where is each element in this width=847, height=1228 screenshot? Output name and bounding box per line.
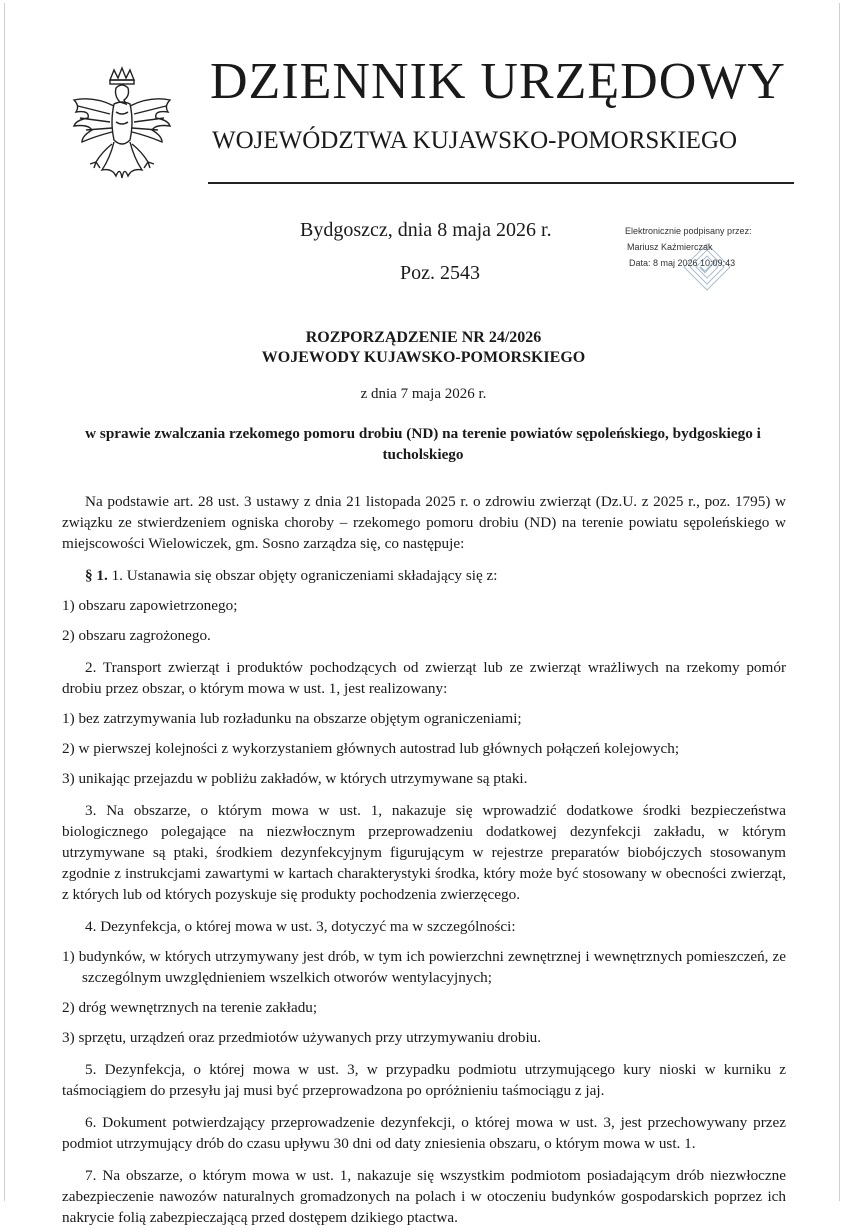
act-date: z dnia 7 maja 2026 r.	[360, 386, 487, 402]
list-item: 1) obszaru zapowietrzonego;	[62, 597, 238, 614]
section-1-paragraph-4: 4. Dezynfekcja, o której mowa w ust. 3, dotyczyć ma w szczególności:	[85, 918, 516, 935]
masthead-title: DZIENNIK URZĘDOWY	[210, 53, 786, 110]
issue-position: Poz. 2543	[400, 262, 480, 284]
list-item: 1) bez zatrzymywania lub rozładunku na obszarze objętym ograniczeniami;	[62, 710, 522, 727]
section-1-paragraph-7: 7. Na obszarze, o którym mowa w ust. 1, nakazuje się wszystkim podmiotom posiadającym drób niezwłoczne zabezpieczenie nawozów naturalnych gromadzonych na polach i w otoczeniu budynków gospodarskich poprzez ich nakrycie folią zabezpieczającą przed dostępem dzikiego ptactwa.	[62, 1167, 786, 1226]
act-title-line1: ROZPORZĄDZENIE NR 24/2026	[305, 329, 542, 346]
signature-label: Elektronicznie podpisany przez:	[625, 226, 752, 236]
section-1-paragraph-1-text: 1. Ustanawia się obszar objęty ograniczeniami składający się z:	[111, 567, 498, 584]
section-1-paragraph-1	[62, 565, 786, 586]
electronic-signature	[625, 224, 752, 270]
masthead-subtitle: WOJEWÓDZTWA KUJAWSKO-POMORSKIEGO	[212, 127, 738, 154]
list-item: 3) unikając przejazdu w pobliżu zakładów, w których utrzymywane są ptaki.	[62, 770, 528, 787]
list-item: 3) sprzętu, urządzeń oraz przedmiotów używanych przy utrzymywaniu drobiu.	[62, 1029, 542, 1046]
list-item: 2) w pierwszej kolejności z wykorzystaniem głównych autostrad lub głównych połączeń kolejowych;	[62, 740, 680, 757]
document-body	[62, 491, 786, 1228]
section-1-paragraph-6: 6. Dokument potwierdzający przeprowadzenie dezynfekcji, o której mowa w ust. 3, jest przechowywany przez podmiot utrzymujący drób do czasu upływu 30 dni od daty zniesienia obszaru, o którym mowa w ust. 1.	[62, 1114, 786, 1152]
white-eagle-emblem-icon	[66, 66, 178, 190]
list-item: 1) budynków, w których utrzymywany jest drób, w tym ich powierzchni zewnętrznej i wewnętrznych pomieszczeń, ze szczególnym uwzględnieniem wszelkich otworów wentylacyjnych;	[62, 948, 786, 986]
list-item: 2) dróg wewnętrznych na terenie zakładu;	[62, 999, 318, 1016]
section-1-paragraph-3: 3. Na obszarze, o którym mowa w ust. 1, nakazuje się wprowadzić dodatkowe środki bezpieczeństwa biologicznego polegające na niezwłocznym przeprowadzeniu dodatkowej dezynfekcji zakładu, w którym utrzymywane są ptaki, środkiem dezynfekcyjnym figurującym w rejestrze preparatów biobójczych stosowanym zgodnie z instrukcjami zawartymi w kartach charakterystyki środka, który może być stosowany w obecności zwierząt, z których lub od których pozyskuje się produkty pochodzenia zwierzęcego.	[62, 802, 786, 903]
signature-signer: Mariusz Kaźmierczak	[627, 242, 713, 252]
act-title	[0, 328, 847, 368]
section-1-paragraph-2: 2. Transport zwierząt i produktów pochodzących od zwierząt lub ze zwierząt wrażliwych na rzekomy pomór drobiu przez obszar, o którym mowa w ust. 1, jest realizowany:	[62, 659, 786, 697]
section-1-paragraph-5: 5. Dezynfekcja, o której mowa w ust. 3, w przypadku podmiotu utrzymującego kury nioski w kurniku z taśmociągiem do przesyłu jaj musi być przeprowadzona po opróżnieniu taśmociągu z jaj.	[62, 1061, 786, 1099]
section-1-label: § 1.	[85, 567, 108, 584]
act-title-line2: WOJEWODY KUJAWSKO-POMORSKIEGO	[261, 349, 586, 366]
preamble: Na podstawie art. 28 ust. 3 ustawy z dnia 21 listopada 2025 r. o zdrowiu zwierząt (Dz.U. z 2025 r., poz. 1795) w związku ze stwierdzeniem ogniska choroby – rzekomego pomoru drobiu (ND) na terenie powiatu sępoleńskiego w miejscowości Wielowiczek, gm. Sosno zarządza się, co następuje:	[62, 493, 786, 552]
act-subject: w sprawie zwalczania rzekomego pomoru drobiu (ND) na terenie powiatów sępoleńskiego, bydgoskiego i tucholskiego	[85, 425, 761, 463]
issue-place-date: Bydgoszcz, dnia 8 maja 2026 r.	[300, 219, 552, 241]
signature-date: Data: 8 maj 2026 10:09:43	[629, 258, 736, 268]
masthead-divider	[208, 182, 794, 184]
list-item: 2) obszaru zagrożonego.	[62, 627, 211, 644]
